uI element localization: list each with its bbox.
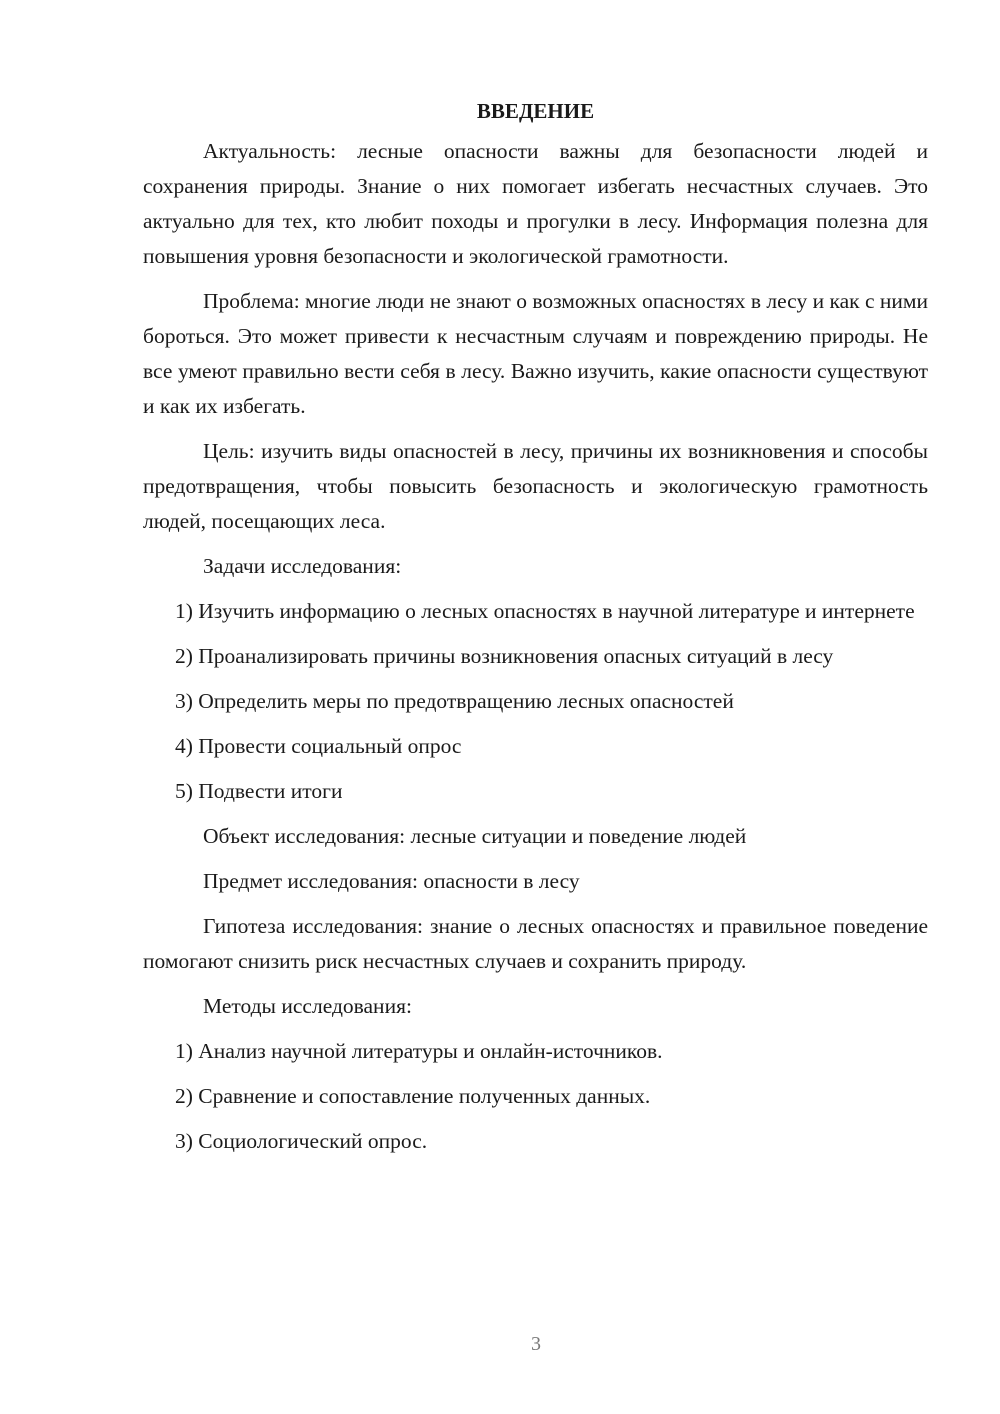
task-item-4: 4) Провести социальный опрос (175, 734, 462, 758)
document-body (143, 96, 928, 1169)
tasks-title: Задачи исследования: (203, 554, 402, 578)
methods-title: Методы исследования: (203, 994, 412, 1018)
paragraph-subject: Предмет исследования: опасности в лесу (203, 869, 580, 893)
task-item-1: 1) Изучить информацию о лесных опасностях в научной литературе и интернете (175, 599, 915, 623)
task-item-3: 3) Определить меры по предотвращению лесных опасностей (175, 689, 734, 713)
paragraph-relevance: Актуальность: лесные опасности важны для безопасности людей и сохранения природы. Знание о них помогает избегать несчастных случаев. Это актуально для тех, кто любит походы и прогулки в лесу. Информация полезна для повышения уровня безопасности и экологической грамотности. (143, 139, 928, 268)
section-heading: ВВЕДЕНИЕ (476, 99, 595, 123)
method-item-2: 2) Сравнение и сопоставление полученных данных. (175, 1084, 651, 1108)
method-item-1: 1) Анализ научной литературы и онлайн-источников. (175, 1039, 663, 1063)
method-item-3: 3) Социологический опрос. (175, 1129, 428, 1153)
task-item-5: 5) Подвести итоги (175, 779, 343, 803)
task-item-2: 2) Проанализировать причины возникновения опасных ситуаций в лесу (175, 644, 834, 668)
page-number: 3 (531, 1333, 541, 1355)
paragraph-goal: Цель: изучить виды опасностей в лесу, причины их возникновения и способы предотвращения, чтобы повысить безопасность и экологическую грамотность людей, посещающих леса. (143, 439, 928, 533)
paragraph-hypothesis: Гипотеза исследования: знание о лесных опасностях и правильное поведение помогают снизить риск несчастных случаев и сохранить природу. (143, 914, 928, 973)
paragraph-object: Объект исследования: лесные ситуации и поведение людей (203, 824, 747, 848)
paragraph-problem: Проблема: многие люди не знают о возможных опасностях в лесу и как с ними бороться. Это может привести к несчастным случаям и повреждению природы. Не все умеют правильно вести себя в лесу. Важно изучить, какие опасности существуют и как их избегать. (143, 289, 928, 418)
